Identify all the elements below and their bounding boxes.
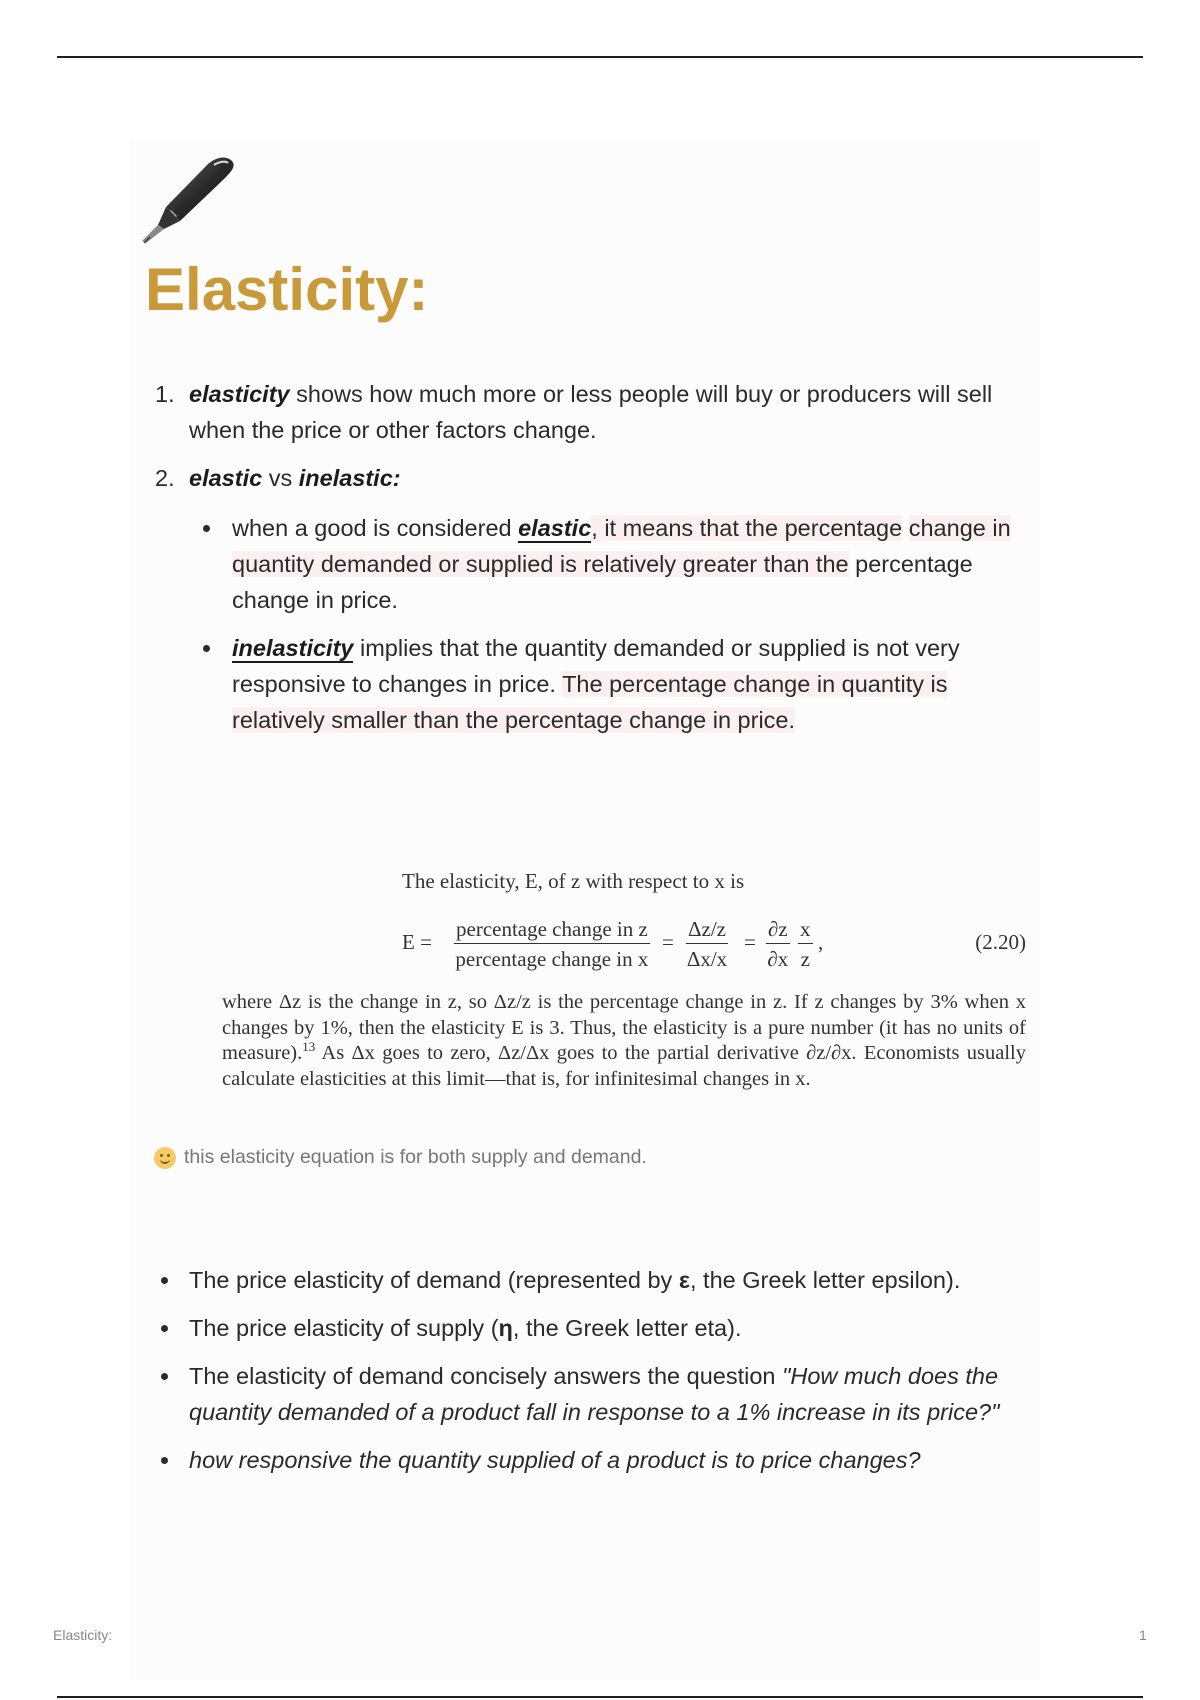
list-item (155, 1310, 1045, 1346)
term-elastic-underlined: elastic (518, 515, 592, 541)
list-number: 2. (155, 465, 175, 491)
fraction-numerator: percentage change in z (454, 916, 650, 944)
sub-item-text: when a good is considered (232, 515, 519, 541)
page-title: Elasticity: (145, 256, 429, 323)
elasticity-bullets (155, 1262, 1045, 1490)
excerpt-text: As Δx goes to zero, Δz/Δx goes to the partial derivative ∂z/∂x. Economists usually calculate elasticities at this limit—that is, for infinitesimal changes in x. (222, 1042, 1026, 1090)
equation-number: (2.20) (975, 930, 1026, 954)
highlighted-text: , it means that the percentage (591, 515, 903, 541)
highlighted-text: The percentage change in quantity is (562, 671, 948, 697)
footer-title: Elasticity: (53, 1627, 113, 1643)
bottom-rule (57, 1696, 1143, 1698)
term-elastic: elastic (189, 465, 263, 491)
bullet-text: The price elasticity of demand (represented by (189, 1267, 679, 1293)
epsilon-symbol: ε (678, 1267, 690, 1293)
eta-symbol: η (498, 1315, 513, 1341)
definition-list (155, 376, 1035, 750)
sub-item-text: percentage change in price. (232, 551, 973, 613)
elasticity-equation (402, 910, 1026, 974)
list-item-text: shows how much more or less people will buy or producers will sell when the price or other factors change. (189, 381, 993, 443)
excerpt-text: where Δz is the change in z, so Δz/z is the percentage change in z. If z changes by 3% when x changes by 1%, then the elasticity E is 3. Thus, the elasticity is a pure number (it has no units of measure). (222, 991, 1026, 1064)
fraction-denominator: z (800, 947, 810, 971)
note-callout (154, 1146, 647, 1169)
term-elasticity: elasticity (189, 381, 290, 407)
list-item (155, 460, 1035, 738)
list-number: 1. (155, 381, 175, 407)
bullet-text: The price elasticity of supply ( (189, 1315, 499, 1341)
page-number: 1 (1139, 1627, 1147, 1643)
question-text: "How much does the quantity demanded of a product fall in response to a 1% increase in its price?" (189, 1363, 1000, 1425)
fraction-denominator: percentage change in x (455, 947, 649, 971)
list-item-text: vs (262, 465, 299, 491)
top-rule (57, 56, 1143, 58)
equation-lhs: E = (402, 930, 432, 954)
bullet-text: The elasticity of demand concisely answers the question (189, 1363, 783, 1389)
footnote-marker: 13 (302, 1039, 316, 1055)
fraction-denominator: ∂x (767, 947, 789, 971)
fraction-numerator: x (798, 916, 813, 944)
fraction-numerator: ∂z (766, 916, 790, 944)
bullet-text: , the Greek letter epsilon). (689, 1267, 961, 1293)
highlighted-text: relatively smaller than the percentage change in price. (232, 707, 796, 733)
list-item (155, 1442, 1045, 1478)
fraction-denominator: Δx/x (686, 947, 728, 971)
note-text: this elasticity equation is for both supply and demand. (184, 1146, 647, 1168)
equals-sign: = (744, 930, 756, 954)
sub-list-item (189, 630, 1035, 738)
fraction-percentage (454, 916, 650, 972)
sub-list-item (189, 510, 1035, 618)
bullet-text: , the Greek letter eta). (512, 1315, 742, 1341)
excerpt-paragraph (222, 990, 1026, 1092)
highlighted-text: change in quantity demanded or supplied is relatively greater than the (232, 515, 1011, 577)
fountain-pen-icon (140, 155, 236, 245)
list-item (155, 1262, 1045, 1298)
sub-list (189, 510, 1035, 738)
sub-item-text: implies that the quantity demanded or supplied is not very responsive to changes in price. (232, 635, 960, 697)
equals-sign: = (662, 930, 674, 954)
fraction-delta (686, 916, 728, 972)
fraction-x-over-z (798, 916, 813, 972)
equation-comma: , (818, 930, 824, 954)
term-inelastic: inelastic: (298, 465, 401, 491)
fraction-partial (766, 916, 790, 972)
excerpt-intro: The elasticity, E, of z with respect to x is (402, 869, 745, 893)
list-item (155, 1358, 1045, 1430)
smiley-face-icon (154, 1147, 176, 1169)
term-inelasticity-underlined: inelasticity (232, 635, 354, 661)
fraction-numerator: Δz/z (686, 916, 728, 944)
question-text: how responsive the quantity supplied of a product is to price changes? (189, 1447, 921, 1473)
list-item (155, 376, 1035, 448)
